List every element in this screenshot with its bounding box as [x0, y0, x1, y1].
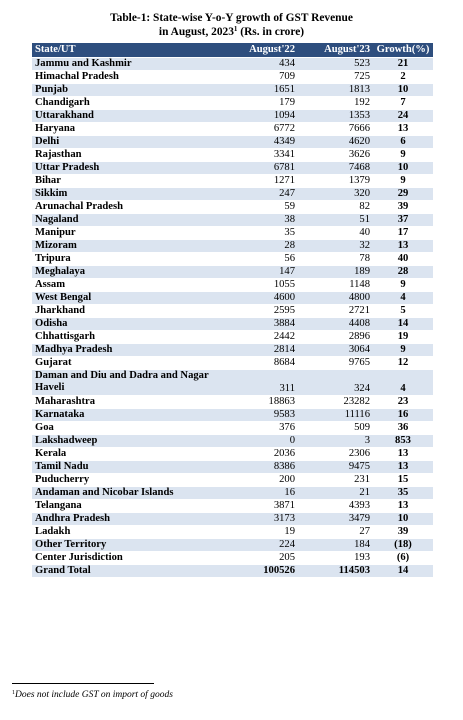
- growth-cell: 15: [373, 474, 433, 487]
- growth-cell: 39: [373, 526, 433, 539]
- growth-cell: 36: [373, 422, 433, 435]
- growth-cell: 17: [373, 227, 433, 240]
- aug23-cell: 51: [298, 214, 373, 227]
- state-cell: West Bengal: [32, 292, 222, 305]
- aug22-cell: 1055: [222, 279, 298, 292]
- table-row: [32, 214, 433, 227]
- aug23-cell: 509: [298, 422, 373, 435]
- aug22-cell: 1651: [222, 84, 298, 97]
- table-body: [32, 58, 433, 578]
- table-row: [32, 331, 433, 344]
- aug22-cell: 0: [222, 435, 298, 448]
- state-cell: Ladakh: [32, 526, 222, 539]
- table-row: [32, 357, 433, 370]
- aug23-cell: 21: [298, 487, 373, 500]
- title-line-1: Table-1: State-wise Y-o-Y growth of GST Revenue: [110, 12, 353, 24]
- gst-revenue-table: [32, 42, 433, 577]
- state-cell: Other Territory: [32, 539, 222, 552]
- table-row: [32, 552, 433, 565]
- aug23-cell: 23282: [298, 396, 373, 409]
- aug23-cell: 3479: [298, 513, 373, 526]
- aug23-cell: 40: [298, 227, 373, 240]
- growth-cell: 5: [373, 305, 433, 318]
- table-row: [32, 292, 433, 305]
- aug23-cell: 189: [298, 266, 373, 279]
- title-unit: (Rs. in crore): [237, 26, 305, 38]
- table-row: [32, 253, 433, 266]
- state-cell: Andhra Pradesh: [32, 513, 222, 526]
- aug23-cell: 2721: [298, 305, 373, 318]
- table-row: [32, 318, 433, 331]
- table-row: [32, 370, 433, 396]
- state-cell: Sikkim: [32, 188, 222, 201]
- state-cell: Jammu and Kashmir: [32, 58, 222, 71]
- title-date: in August, 2023: [158, 26, 234, 38]
- state-cell: Chhattisgarh: [32, 331, 222, 344]
- growth-cell: 10: [373, 162, 433, 175]
- growth-cell: 39: [373, 201, 433, 214]
- aug22-cell: 224: [222, 539, 298, 552]
- table-row: [32, 97, 433, 110]
- aug22-cell: 59: [222, 201, 298, 214]
- aug23-cell: 82: [298, 201, 373, 214]
- aug23-cell: 3064: [298, 344, 373, 357]
- column-header-aug23: August'23: [298, 43, 373, 58]
- aug22-cell: 6772: [222, 123, 298, 136]
- state-cell: Chandigarh: [32, 97, 222, 110]
- growth-cell: 14: [373, 318, 433, 331]
- state-cell: Tripura: [32, 253, 222, 266]
- table-row: [32, 422, 433, 435]
- growth-cell: (18): [373, 539, 433, 552]
- footnote-divider: [12, 683, 154, 684]
- state-cell: Karnataka: [32, 409, 222, 422]
- table-row: [32, 188, 433, 201]
- growth-cell: 21: [373, 58, 433, 71]
- table-row: [32, 409, 433, 422]
- aug23-cell: 9765: [298, 357, 373, 370]
- growth-cell: 14: [373, 565, 433, 578]
- footnote-text: Does not include GST on import of goods: [15, 690, 173, 700]
- state-cell: Assam: [32, 279, 222, 292]
- aug22-cell: 28: [222, 240, 298, 253]
- aug23-cell: 2306: [298, 448, 373, 461]
- aug22-cell: 3884: [222, 318, 298, 331]
- state-cell: Andaman and Nicobar Islands: [32, 487, 222, 500]
- growth-cell: 13: [373, 240, 433, 253]
- growth-cell: (6): [373, 552, 433, 565]
- aug23-cell: 320: [298, 188, 373, 201]
- state-cell: Kerala: [32, 448, 222, 461]
- table-row: [32, 71, 433, 84]
- aug23-cell: 27: [298, 526, 373, 539]
- growth-cell: 4: [373, 292, 433, 305]
- state-cell: Telangana: [32, 500, 222, 513]
- aug22-cell: 9583: [222, 409, 298, 422]
- title-line-2: [0, 25, 463, 39]
- table-row: [32, 396, 433, 409]
- state-cell: Himachal Pradesh: [32, 71, 222, 84]
- aug23-cell: 231: [298, 474, 373, 487]
- growth-cell: 40: [373, 253, 433, 266]
- aug22-cell: 434: [222, 58, 298, 71]
- aug23-cell: 184: [298, 539, 373, 552]
- state-cell: Grand Total: [32, 565, 222, 578]
- growth-cell: 10: [373, 513, 433, 526]
- growth-cell: 2: [373, 71, 433, 84]
- growth-cell: 9: [373, 279, 433, 292]
- state-cell: Arunachal Pradesh: [32, 201, 222, 214]
- aug22-cell: 709: [222, 71, 298, 84]
- state-cell: Jharkhand: [32, 305, 222, 318]
- table-row: [32, 136, 433, 149]
- table-row: [32, 539, 433, 552]
- aug22-cell: 1094: [222, 110, 298, 123]
- growth-cell: 37: [373, 214, 433, 227]
- growth-cell: 9: [373, 149, 433, 162]
- aug23-cell: 7468: [298, 162, 373, 175]
- state-cell: Lakshadweep: [32, 435, 222, 448]
- growth-cell: 9: [373, 344, 433, 357]
- aug23-cell: 1353: [298, 110, 373, 123]
- growth-cell: 10: [373, 84, 433, 97]
- aug22-cell: 205: [222, 552, 298, 565]
- table-row: [32, 487, 433, 500]
- aug22-cell: 1271: [222, 175, 298, 188]
- state-cell: Gujarat: [32, 357, 222, 370]
- table-row: [32, 461, 433, 474]
- state-cell: Meghalaya: [32, 266, 222, 279]
- aug22-cell: 18863: [222, 396, 298, 409]
- aug23-cell: 193: [298, 552, 373, 565]
- table-row: [32, 526, 433, 539]
- state-cell: Delhi: [32, 136, 222, 149]
- state-cell: Goa: [32, 422, 222, 435]
- growth-cell: 6: [373, 136, 433, 149]
- aug22-cell: 8386: [222, 461, 298, 474]
- aug23-cell: 4800: [298, 292, 373, 305]
- aug22-cell: 19: [222, 526, 298, 539]
- aug23-cell: 192: [298, 97, 373, 110]
- state-cell: Rajasthan: [32, 149, 222, 162]
- aug22-cell: 376: [222, 422, 298, 435]
- aug22-cell: 4600: [222, 292, 298, 305]
- table-row: [32, 175, 433, 188]
- column-header-aug22: August'22: [222, 43, 298, 58]
- growth-cell: 16: [373, 409, 433, 422]
- aug23-cell: 11116: [298, 409, 373, 422]
- aug23-cell: 1379: [298, 175, 373, 188]
- aug22-cell: 16: [222, 487, 298, 500]
- state-cell: Manipur: [32, 227, 222, 240]
- state-cell: Bihar: [32, 175, 222, 188]
- aug23-cell: 523: [298, 58, 373, 71]
- table-row: [32, 500, 433, 513]
- table-row: [32, 84, 433, 97]
- growth-cell: 9: [373, 175, 433, 188]
- aug23-cell: 4620: [298, 136, 373, 149]
- state-cell: Odisha: [32, 318, 222, 331]
- table-row: [32, 201, 433, 214]
- aug23-cell: 1148: [298, 279, 373, 292]
- state-cell: Tamil Nadu: [32, 461, 222, 474]
- growth-cell: 13: [373, 448, 433, 461]
- aug22-cell: 100526: [222, 565, 298, 578]
- table-row: [32, 58, 433, 71]
- table-title: [0, 11, 463, 39]
- state-cell: Madhya Pradesh: [32, 344, 222, 357]
- aug22-cell: 247: [222, 188, 298, 201]
- table-row: [32, 435, 433, 448]
- aug23-cell: 3626: [298, 149, 373, 162]
- table-row: [32, 123, 433, 136]
- aug22-cell: 56: [222, 253, 298, 266]
- growth-cell: 29: [373, 188, 433, 201]
- table-header-row: [32, 43, 433, 58]
- aug22-cell: 38: [222, 214, 298, 227]
- footnote-marker: 1: [12, 690, 15, 696]
- state-cell: Uttar Pradesh: [32, 162, 222, 175]
- table-row: [32, 513, 433, 526]
- aug23-cell: 9475: [298, 461, 373, 474]
- aug22-cell: 2036: [222, 448, 298, 461]
- grand-total-row: [32, 565, 433, 578]
- state-cell: Mizoram: [32, 240, 222, 253]
- growth-cell: 12: [373, 357, 433, 370]
- growth-cell: 853: [373, 435, 433, 448]
- table-row: [32, 266, 433, 279]
- aug23-cell: 32: [298, 240, 373, 253]
- table-row: [32, 448, 433, 461]
- growth-cell: 13: [373, 123, 433, 136]
- growth-cell: 7: [373, 97, 433, 110]
- growth-cell: 24: [373, 110, 433, 123]
- aug22-cell: 147: [222, 266, 298, 279]
- state-cell: Center Jurisdiction: [32, 552, 222, 565]
- growth-cell: 35: [373, 487, 433, 500]
- aug23-cell: 324: [298, 370, 373, 396]
- state-cell: Haryana: [32, 123, 222, 136]
- title-footnote-marker: 1: [233, 25, 238, 33]
- growth-cell: 13: [373, 461, 433, 474]
- table-row: [32, 279, 433, 292]
- growth-cell: 4: [373, 370, 433, 396]
- growth-cell: 19: [373, 331, 433, 344]
- aug23-cell: 4408: [298, 318, 373, 331]
- footnote: [12, 690, 173, 700]
- aug22-cell: 311: [222, 370, 298, 396]
- column-header-growth: Growth(%): [373, 43, 433, 58]
- aug22-cell: 3871: [222, 500, 298, 513]
- aug22-cell: 2595: [222, 305, 298, 318]
- aug23-cell: 2896: [298, 331, 373, 344]
- aug23-cell: 7666: [298, 123, 373, 136]
- table-row: [32, 240, 433, 253]
- state-cell: Punjab: [32, 84, 222, 97]
- state-cell: Uttarakhand: [32, 110, 222, 123]
- aug22-cell: 4349: [222, 136, 298, 149]
- state-cell: Daman and Diu and Dadra and Nagar Haveli: [32, 370, 222, 396]
- growth-cell: 13: [373, 500, 433, 513]
- aug23-cell: 3: [298, 435, 373, 448]
- aug23-cell: 78: [298, 253, 373, 266]
- aug22-cell: 35: [222, 227, 298, 240]
- aug22-cell: 200: [222, 474, 298, 487]
- aug22-cell: 179: [222, 97, 298, 110]
- aug22-cell: 6781: [222, 162, 298, 175]
- aug23-cell: 4393: [298, 500, 373, 513]
- growth-cell: 28: [373, 266, 433, 279]
- growth-cell: 23: [373, 396, 433, 409]
- aug22-cell: 2442: [222, 331, 298, 344]
- aug22-cell: 2814: [222, 344, 298, 357]
- aug22-cell: 8684: [222, 357, 298, 370]
- table-row: [32, 149, 433, 162]
- table-row: [32, 227, 433, 240]
- table-row: [32, 162, 433, 175]
- table-row: [32, 305, 433, 318]
- aug22-cell: 3173: [222, 513, 298, 526]
- state-cell: Puducherry: [32, 474, 222, 487]
- aug23-cell: 114503: [298, 565, 373, 578]
- aug23-cell: 725: [298, 71, 373, 84]
- column-header-state: State/UT: [32, 43, 222, 58]
- state-cell: Nagaland: [32, 214, 222, 227]
- table-row: [32, 474, 433, 487]
- table-row: [32, 344, 433, 357]
- state-cell: Maharashtra: [32, 396, 222, 409]
- table-row: [32, 110, 433, 123]
- aug22-cell: 3341: [222, 149, 298, 162]
- aug23-cell: 1813: [298, 84, 373, 97]
